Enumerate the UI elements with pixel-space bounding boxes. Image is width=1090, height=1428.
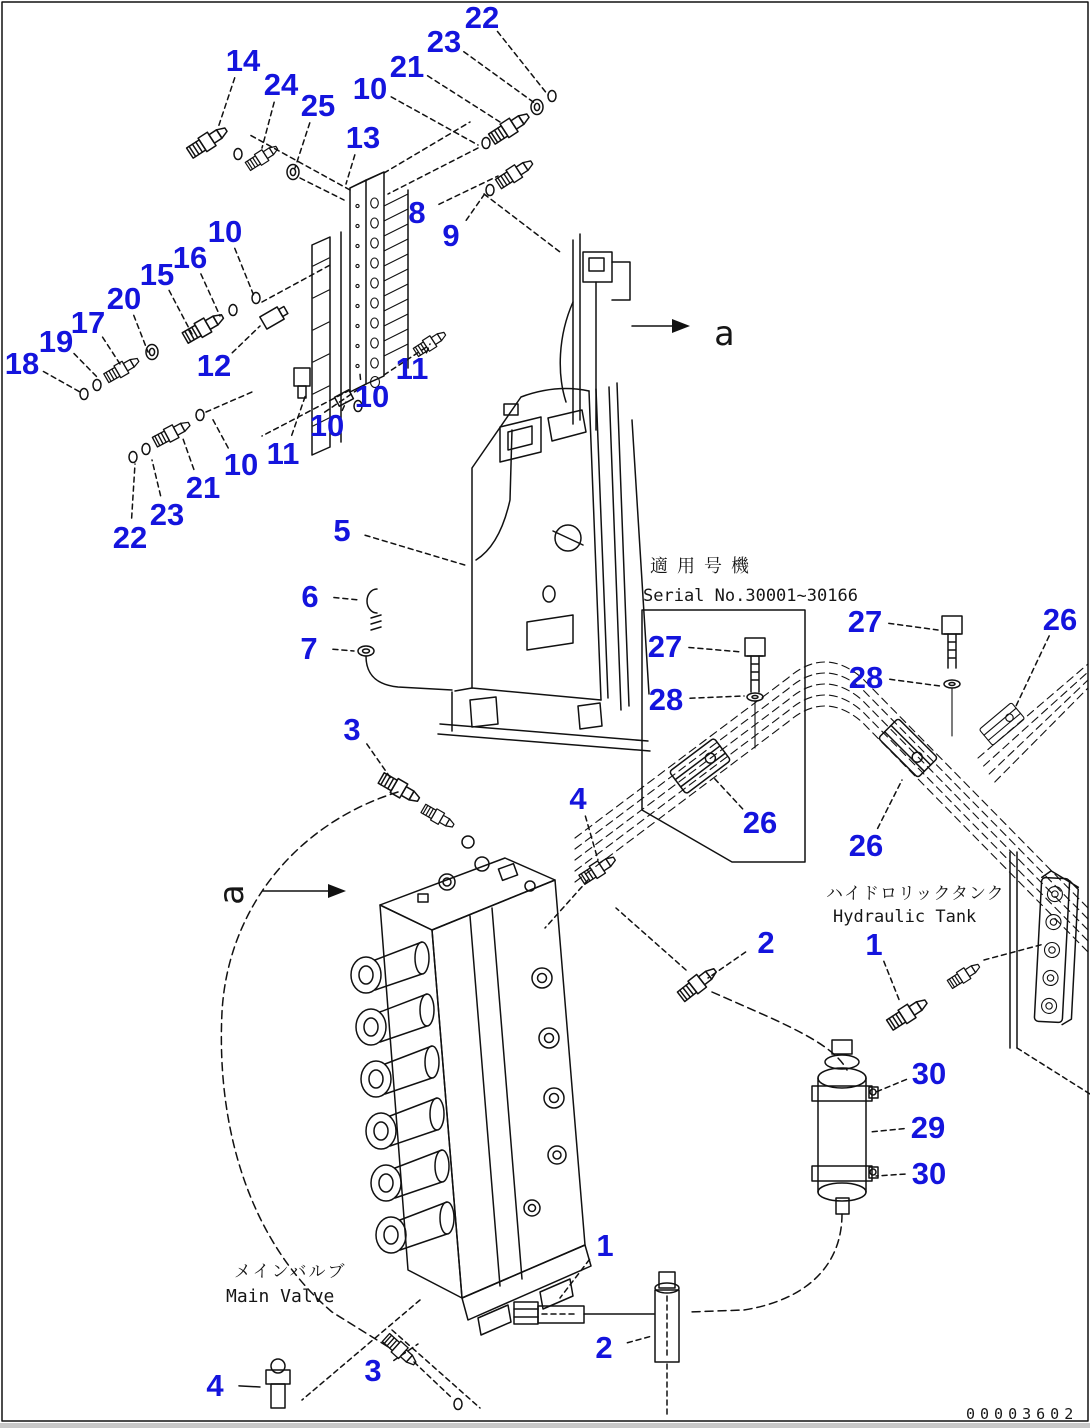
hose-bundle-pipe xyxy=(575,695,1088,941)
cover-assembly-5 xyxy=(438,383,650,751)
hatch-line xyxy=(384,269,408,281)
callout-leader-20 xyxy=(134,315,148,352)
tank-en: Hydraulic Tank xyxy=(833,907,977,927)
callout-leader-26 xyxy=(1016,636,1049,706)
manifold-port-inner xyxy=(1047,975,1054,982)
callout-leader-30 xyxy=(876,1174,905,1176)
callout-17: 17 xyxy=(70,305,106,340)
callout-leader-26 xyxy=(878,780,902,828)
plate-port xyxy=(371,318,379,328)
tube-2-lower xyxy=(655,1272,679,1418)
callout-leader-30 xyxy=(876,1079,906,1092)
callout-7: 7 xyxy=(300,631,318,666)
callout-leader-13 xyxy=(346,155,355,184)
valve-spool xyxy=(376,1217,406,1253)
plate-port xyxy=(371,258,379,268)
plate-hole xyxy=(356,324,359,327)
callout-leader-21 xyxy=(182,436,194,469)
callout-13: 13 xyxy=(345,120,381,155)
callout-27: 27 xyxy=(647,629,683,664)
callout-19: 19 xyxy=(38,324,74,359)
serial-jp: 適用号機 xyxy=(650,556,758,577)
callout-leader-27 xyxy=(889,623,938,630)
plate-hole xyxy=(356,264,359,267)
fitting-8-9 xyxy=(484,156,560,252)
hatch-line xyxy=(313,354,329,362)
callout-10: 10 xyxy=(223,447,259,482)
valve-spool-body xyxy=(385,1078,432,1094)
callout-22: 22 xyxy=(112,520,148,555)
manifold-port xyxy=(1043,970,1059,986)
callout-leader-24 xyxy=(262,102,274,148)
callout-6: 6 xyxy=(301,579,319,614)
valve-spool-end xyxy=(415,942,429,974)
tank-jp: ハイドロリックタンク xyxy=(826,884,1005,904)
callout-leader-7 xyxy=(333,649,354,651)
callout-leader-6 xyxy=(334,598,360,600)
callout-3: 3 xyxy=(343,712,361,747)
callout-leader-28 xyxy=(890,679,940,686)
plate-hole xyxy=(356,344,359,347)
plate-port xyxy=(371,278,379,288)
valve-spool-end xyxy=(420,994,434,1026)
callout-leader-16 xyxy=(201,274,220,316)
hatch-line xyxy=(313,322,329,330)
doc-number: 00003602 xyxy=(966,1405,1079,1423)
manifold-port-inner xyxy=(1050,919,1057,926)
callout-leader-29 xyxy=(870,1129,904,1132)
callout-20: 20 xyxy=(106,281,142,316)
plate-port xyxy=(371,298,379,308)
view-label-a: a xyxy=(714,314,735,354)
hatch-line xyxy=(313,386,329,394)
plate-hole xyxy=(356,224,359,227)
valve-jp: メインバルブ xyxy=(234,1262,347,1282)
callout-26: 26 xyxy=(848,828,884,863)
hose-2-upper xyxy=(616,908,847,1070)
callout-10: 10 xyxy=(309,408,345,443)
callout-25: 25 xyxy=(300,88,336,123)
callout-leader-11 xyxy=(292,394,306,435)
callout-28: 28 xyxy=(848,660,884,695)
manifold-port xyxy=(1041,998,1057,1014)
callout-9: 9 xyxy=(442,218,460,253)
callout-8: 8 xyxy=(408,195,426,230)
hatch-line xyxy=(384,299,408,311)
callout-leader-12 xyxy=(232,326,260,353)
plate-port xyxy=(371,358,379,368)
valve-spool xyxy=(366,1113,396,1149)
callout-28: 28 xyxy=(648,682,684,717)
callout-4: 4 xyxy=(206,1368,224,1403)
fitting-chain-top-left xyxy=(186,123,344,200)
callout-14: 14 xyxy=(225,43,261,78)
plate-port xyxy=(371,338,379,348)
callout-29: 29 xyxy=(910,1110,946,1145)
plate-hole xyxy=(356,304,359,307)
serial-en: Serial No.30001~30166 xyxy=(643,586,858,606)
main-valve xyxy=(302,857,591,1408)
page-border xyxy=(2,2,1088,1421)
callout-2: 2 xyxy=(757,925,775,960)
valve-spool-inner xyxy=(359,966,373,984)
callout-leader-9 xyxy=(466,192,486,220)
callout-2: 2 xyxy=(595,1330,613,1365)
valve-spool-inner xyxy=(384,1226,398,1244)
view-arrow-head xyxy=(672,319,690,333)
callout-10: 10 xyxy=(352,71,388,106)
hatch-line xyxy=(384,314,408,326)
callout-3: 3 xyxy=(364,1353,382,1388)
plate-hole xyxy=(356,244,359,247)
callout-leader-25 xyxy=(295,123,310,168)
hatch-line xyxy=(313,290,329,298)
callout-leader-21 xyxy=(428,76,500,122)
clip-6 xyxy=(367,589,381,630)
hatch-line xyxy=(384,209,408,221)
callout-1: 1 xyxy=(865,927,883,962)
valve-spool xyxy=(371,1165,401,1201)
callout-23: 23 xyxy=(426,24,462,59)
hatch-line xyxy=(384,194,408,206)
callout-leader-28 xyxy=(690,696,744,698)
callout-23: 23 xyxy=(149,497,185,532)
hatch-line xyxy=(384,329,408,341)
valve-spool xyxy=(356,1009,386,1045)
view-arrow-head xyxy=(328,884,346,898)
valve-spool-body xyxy=(400,1234,447,1250)
manifold-port-inner xyxy=(1049,947,1056,954)
callout-leader-10 xyxy=(235,248,254,296)
hose-3 xyxy=(221,771,474,1409)
callout-leader-2 xyxy=(627,1336,652,1343)
hatch-line xyxy=(384,254,408,266)
callout-11: 11 xyxy=(266,436,300,471)
plate-hole xyxy=(356,204,359,207)
callout-leader-22 xyxy=(498,32,548,95)
callout-leader-1 xyxy=(560,1259,589,1298)
callout-26: 26 xyxy=(1042,602,1078,637)
manifold-port xyxy=(1044,942,1060,958)
callout-leader-10 xyxy=(212,418,228,448)
callout-leader-27 xyxy=(689,647,742,652)
callout-4: 4 xyxy=(569,781,587,816)
manifold-port-inner xyxy=(1046,1003,1053,1010)
valve-spool-body xyxy=(380,1026,427,1042)
hose-bundle-pipe-upper xyxy=(984,672,1088,766)
manifold-port xyxy=(1047,886,1063,902)
callout-leader-26 xyxy=(714,778,743,809)
hatch-line xyxy=(384,224,408,236)
callout-leader-1 xyxy=(884,961,900,1002)
callout-27: 27 xyxy=(847,604,883,639)
callout-leader-10 xyxy=(391,97,478,145)
callout-leader-4 xyxy=(239,1386,260,1387)
grommet-7 xyxy=(358,646,452,690)
callout-leader-19 xyxy=(74,354,98,378)
plate-hole xyxy=(356,364,359,367)
callout-leader-23 xyxy=(464,52,536,104)
bottom-strip xyxy=(0,1423,1090,1428)
valve-spool-body xyxy=(375,974,422,990)
callout-12: 12 xyxy=(196,348,232,383)
valve-spool xyxy=(351,957,381,993)
callout-leader-23 xyxy=(152,460,161,496)
valve-spool-inner xyxy=(374,1122,388,1140)
callout-21: 21 xyxy=(185,470,221,505)
plate-port xyxy=(371,198,379,208)
valve-spool-end xyxy=(425,1046,439,1078)
hose-1-fitting xyxy=(514,1302,654,1324)
callout-24: 24 xyxy=(263,67,299,102)
callout-11: 11 xyxy=(395,351,429,386)
callout-leader-3 xyxy=(367,744,392,780)
valve-spool-end xyxy=(435,1150,449,1182)
callout-30: 30 xyxy=(911,1056,947,1091)
callout-10: 10 xyxy=(354,379,390,414)
valve-en: Main Valve xyxy=(226,1286,335,1307)
hatch-line xyxy=(384,239,408,251)
plate-port xyxy=(371,218,379,228)
callout-26: 26 xyxy=(742,805,778,840)
callout-30: 30 xyxy=(911,1156,947,1191)
view-label-a: a xyxy=(212,884,252,905)
plate-port xyxy=(371,238,379,248)
callout-leader-2 xyxy=(708,952,746,978)
callout-leader-22 xyxy=(132,464,135,518)
valve-spool-end xyxy=(440,1202,454,1234)
hose-bundle-pipe-upper xyxy=(995,688,1088,782)
callout-leader-18 xyxy=(43,371,80,392)
valve-spool-inner xyxy=(369,1070,383,1088)
callout-leader-5 xyxy=(365,535,468,566)
accumulator-29 xyxy=(688,1040,878,1312)
callout-16: 16 xyxy=(172,240,208,275)
valve-spool xyxy=(361,1061,391,1097)
callout-leader-17 xyxy=(103,337,120,364)
callout-5: 5 xyxy=(333,513,351,548)
valve-spool-inner xyxy=(364,1018,378,1036)
hatch-line xyxy=(313,258,329,266)
callout-15: 15 xyxy=(139,257,175,292)
bolt-27-washer-28-left xyxy=(745,638,765,748)
hatch-line xyxy=(384,284,408,296)
callout-21: 21 xyxy=(389,49,425,84)
callout-leader-15 xyxy=(169,290,192,334)
elbow-4-lower xyxy=(266,1359,290,1408)
valve-spool-end xyxy=(430,1098,444,1130)
hose-clamps-26 xyxy=(669,702,1025,794)
callout-leader-8 xyxy=(439,176,498,204)
callout-1: 1 xyxy=(596,1228,614,1263)
bolt-27-washer-28-right xyxy=(942,616,962,736)
callout-10: 10 xyxy=(207,214,243,249)
callout-22: 22 xyxy=(464,0,500,35)
callout-leader-14 xyxy=(218,78,235,128)
plate-hole xyxy=(356,284,359,287)
callout-18: 18 xyxy=(4,346,40,381)
valve-spool-inner xyxy=(379,1174,393,1192)
